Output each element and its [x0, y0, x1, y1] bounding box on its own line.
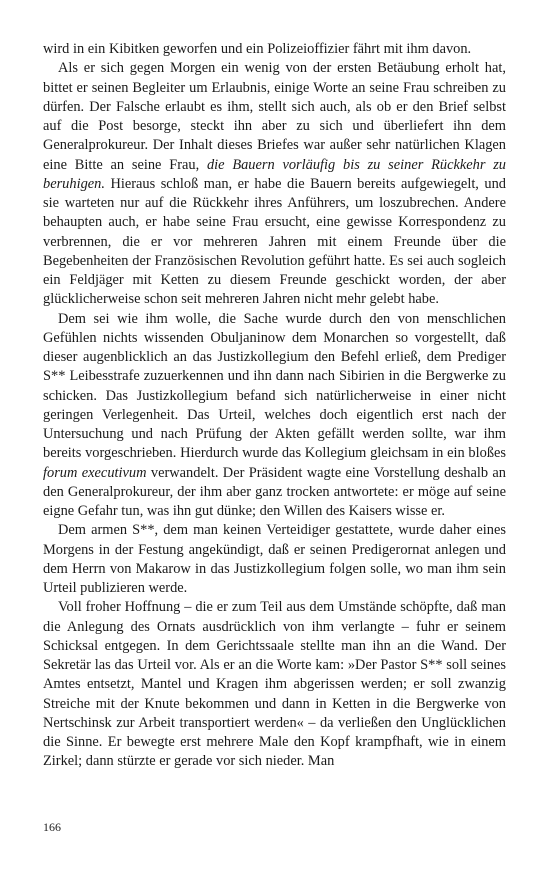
paragraph [43, 59, 506, 309]
text-flow [43, 40, 506, 772]
text-segment: Als er sich gegen Morgen ein wenig von der ersten Betäubung erholt hat, bittet er seinen Begleiter um Erlaubnis, einige Worte an seine Frau schreiben zu dürfen. Der Falsche erlaubt es ihm, stellt sich auch, als ob er den Brief selbst auf die Post besorge, steckt ihn aber zu sich und überliefert ihn dem Generalprokureur. Der Inhalt dieses Briefes war außer sehr natürlichen Klagen eine Bitte an seine Frau, [43, 60, 506, 173]
paragraph [43, 598, 506, 771]
page-number: 166 [43, 820, 61, 834]
text-segment: Dem sei wie ihm wolle, die Sache wurde durch den von menschlichen Gefühlen nichts wissenden Obuljaninow dem Monarchen so vorgestellt, daß dieser augenblicklich an das Justizkollegium den Befehl erließ, dem Prediger S** Leibesstrafe zuzuerkennen und ihn dann nach Sibirien in die Bergwerke zu schicken. Das Justizkollegium befand sich natürlicherweise in einer nicht geringen Verlegenheit. Das Urteil, welches doch eigentlich erst nach der Untersuchung und nach Prüfung der Akten gefällt werden sollte, war ihm bereits vorgeschrieben. Hierdurch wurde das Kollegium gleichsam in ein bloßes [43, 310, 506, 462]
text-segment: verwandelt. Der Präsident wagte eine Vorstellung deshalb an den Generalprokureur, der ihm aber ganz trocken antwortete: er möge auf seine eigne Gefahr tun, was ihn gut dünke; den Willen des Kaisers wisse er. [43, 464, 506, 519]
paragraph [43, 310, 506, 522]
text-segment: Voll froher Hoffnung – die er zum Teil aus dem Umstände schöpfte, daß man die Anlegung des Ornats ausdrücklich von ihm verlangte – fuhr er seinem Schicksal entgegen. In dem Gerichtssaale stellte man ihn an die Wand. Der Sekretär las das Urteil vor. Als er an die Worte kam: »Der Pastor S** soll seines Amtes entsetzt, Mantel und Kragen ihm abgerissen werden; er soll zwanzig Streiche mit der Knute bekommen und dann in Ketten in die Bergwerke von Nertschinsk zur Arbeit transportiert werden« – da verließen den Unglücklichen die Sinne. Er bewegte erst mehrere Male den Kopf krampfhaft, wie in einem Zirkel; dann stürzte er gerade vor sich nieder. Man [43, 599, 506, 770]
text-segment: wird in ein Kibitken geworfen und ein Polizeioffizier fährt mit ihm davon. [43, 41, 472, 57]
text-segment: Hieraus schloß man, er habe die Bauern bereits aufgewiegelt, und sie warteten nur auf die Rückkehr ihres Anführers, um loszubrechen. Andere behaupten auch, er habe seine Frau ersucht, eine gewisse Korrespondenz zu verbrennen, die er vor mehreren Jahren mit einem Freunde über die Begebenheiten der Französischen Revolution geführt hatte. Es sei auch sogleich ein Feldjäger mit Ketten zu diesem Freunde geschickt worden, der aber glücklicherweise schon seit mehreren Jahren nicht mehr gelebt habe. [43, 175, 506, 308]
text-segment: Dem armen S**, dem man keinen Verteidiger gestattete, wurde daher eines Morgens in der Festung angekündigt, daß er seinen Predigerornat anlegen und dem Herrn von Makarow in das Justizkollegium folgen solle, wo man ihm sein Urteil publizieren werde. [43, 522, 506, 596]
paragraph [43, 521, 506, 598]
italic-text: die Bauern vorläufig bis zu seiner Rückkehr zu beruhigen. [43, 156, 506, 192]
italic-text: forum executivum [43, 464, 147, 481]
page-body [43, 40, 506, 772]
paragraph [43, 40, 506, 59]
